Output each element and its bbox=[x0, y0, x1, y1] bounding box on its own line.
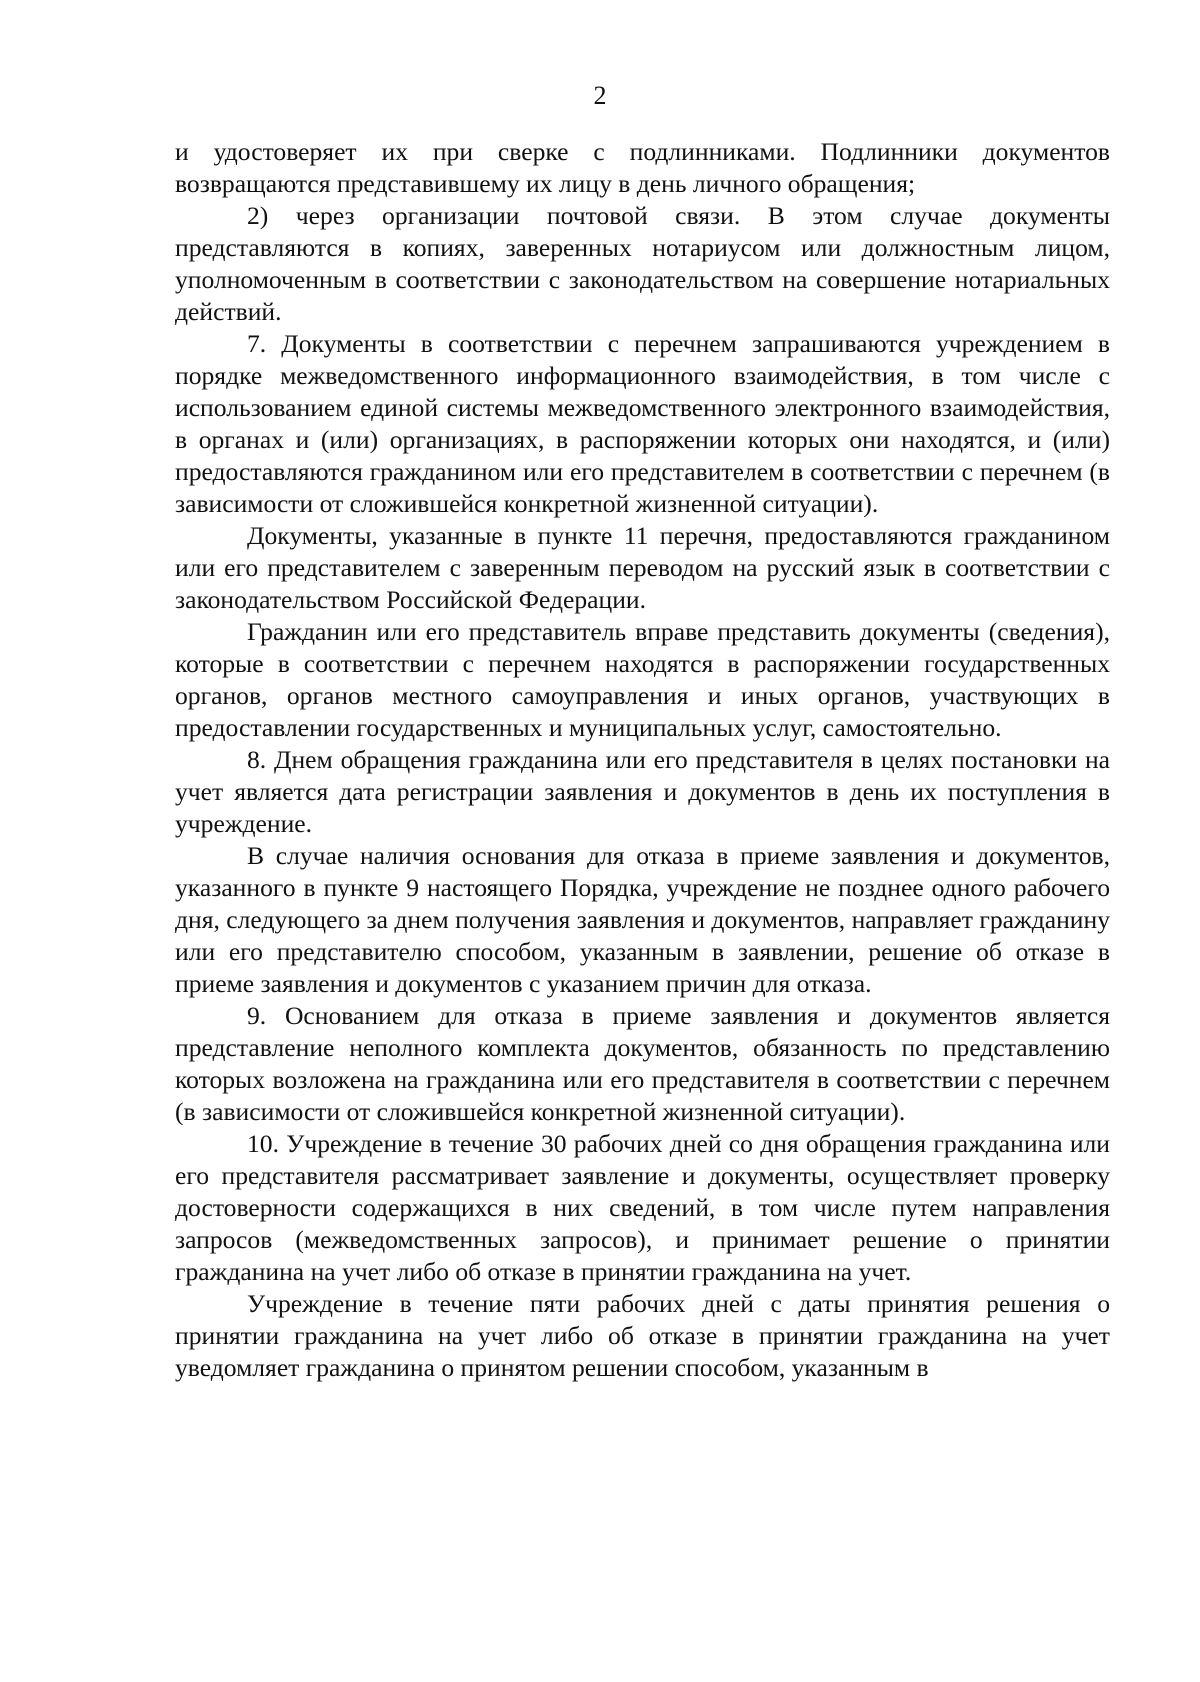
document-body bbox=[175, 136, 1110, 1384]
page-number: 2 bbox=[593, 81, 607, 110]
paragraph-item-8: 8. Днем обращения гражданина или его представителя в целях постановки на учет является дата регистрации заявления и документов в день их поступления в учреждение. bbox=[175, 745, 1110, 838]
paragraph-continuation: и удостоверяет их при сверке с подлинниками. Подлинники документов возвращаются представившему их лицу в день личного обращения; bbox=[175, 137, 1110, 198]
paragraph-item-7: 7. Документы в соответствии с перечнем запрашиваются учреждением в порядке межведомственного информационного взаимодействия, в том числе с использованием единой системы межведомственного электронного взаимодействия, в органах и (или) организациях, в распоряжении которых они находятся, и (или) предоставляются гражданином или его представителем в соответствии с перечнем (в зависимости от сложившейся конкретной жизненной ситуации). bbox=[175, 329, 1110, 518]
paragraph-postal-submission: 2) через организации почтовой связи. В этом случае документы представляются в копиях, заверенных нотариусом или должностным лицом, уполномоченным в соответствии с законодательством на совершение нотариальных действий. bbox=[175, 201, 1110, 326]
paragraph-decision-notice: Учреждение в течение пяти рабочих дней с даты принятия решения о принятии гражданина на учет либо об отказе в принятии гражданина на учет уведомляет гражданина о принятом решении способом, указанным в bbox=[175, 1289, 1110, 1382]
paragraph-refusal-notice: В случае наличия основания для отказа в приеме заявления и документов, указанного в пункте 9 настоящего Порядка, учреждение не позднее одного рабочего дня, следующего за днем получения заявления и документов, направляет гражданину или его представителю способом, указанным в заявлении, решение об отказе в приеме заявления и документов с указанием причин для отказа. bbox=[175, 841, 1110, 998]
paragraph-item-10: 10. Учреждение в течение 30 рабочих дней со дня обращения гражданина или его представителя рассматривает заявление и документы, осуществляет проверку достоверности содержащихся в них сведений, в том числе путем направления запросов (межведомственных запросов), и принимает решение о принятии гражданина на учет либо об отказе в принятии гражданина на учет. bbox=[175, 1129, 1110, 1286]
paragraph-item-9: 9. Основанием для отказа в приеме заявления и документов является представление неполного комплекта документов, обязанность по представлению которых возложена на гражданина или его представителя в соответствии с перечнем (в зависимости от сложившейся конкретной жизненной ситуации). bbox=[175, 1001, 1110, 1126]
paragraph-self-submission: Гражданин или его представитель вправе представить документы (сведения), которые в соответствии с перечнем находятся в распоряжении государственных органов, органов местного самоуправления и иных органов, участвующих в предоставлении государственных и муниципальных услуг, самостоятельно. bbox=[175, 617, 1110, 742]
paragraph-translation-requirement: Документы, указанные в пункте 11 перечня, предоставляются гражданином или его представителем с заверенным переводом на русский язык в соответствии с законодательством Российской Федерации. bbox=[175, 521, 1110, 614]
